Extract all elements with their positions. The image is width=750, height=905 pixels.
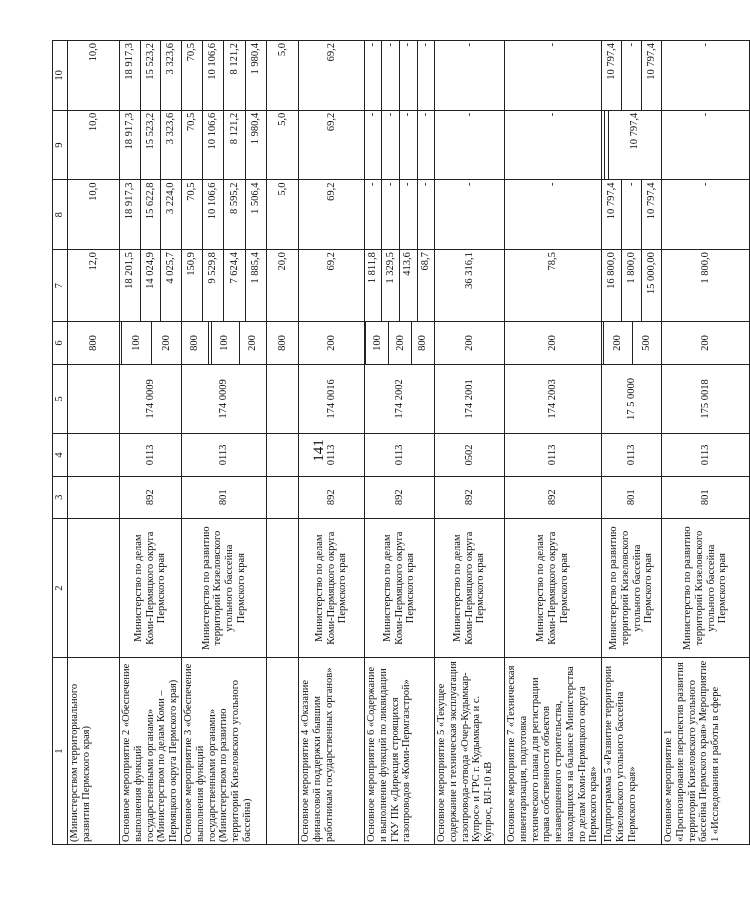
value-col10-line: - — [382, 41, 400, 110]
value-col9 — [182, 110, 267, 180]
value-col10-line: - — [399, 41, 417, 110]
value-col9-line: 15 523,2 — [140, 111, 161, 180]
value-col9: 5,0 — [267, 110, 299, 180]
expense-type-line: 200 — [389, 322, 412, 363]
target-article-code: 17 5 0000 — [602, 364, 662, 434]
value-col8 — [365, 180, 435, 250]
value-col8: - — [505, 180, 602, 250]
value-col7-line: 413,6 — [399, 250, 417, 321]
expense-type — [365, 322, 435, 364]
header-cell: 3 — [53, 476, 68, 518]
value-col9-line: 70,5 — [186, 112, 198, 132]
table-row — [365, 41, 435, 845]
table-row — [120, 41, 182, 845]
target-article-code: 175 0018 — [662, 364, 750, 434]
value-col10: - — [435, 41, 505, 111]
value-col9-line: - — [399, 111, 417, 180]
table-row — [435, 41, 505, 845]
value-col10-line: 3 323,6 — [161, 41, 181, 110]
value-col8: - — [662, 180, 750, 250]
value-col8-line: 10 797,4 — [642, 180, 661, 249]
value-col7-line: 16 800,0 — [605, 252, 617, 289]
value-col9-line: - — [417, 111, 434, 180]
value-col7 — [365, 250, 435, 322]
value-col10 — [120, 41, 182, 111]
grbs-code: 892 — [120, 476, 182, 518]
table-row — [299, 41, 365, 845]
table-row — [182, 41, 267, 845]
value-col7-line: 9 529,8 — [203, 250, 224, 321]
target-article-code: 174 0016 — [299, 364, 365, 434]
value-col9-line: 10 797,4 — [608, 111, 661, 180]
grbs-code: 892 — [505, 476, 602, 518]
expense-type — [602, 322, 662, 364]
section-code: 0113 — [120, 434, 182, 476]
measure-name: (Министерством территориального развития Пермского края) — [68, 658, 120, 845]
expense-type: 800 — [267, 322, 299, 364]
value-col9-line: - — [367, 112, 379, 117]
target-article-code: 174 0009 — [182, 364, 267, 434]
section-code: 0113 — [505, 434, 602, 476]
value-col8-line: 15 622,8 — [140, 180, 161, 249]
value-col9 — [365, 110, 435, 180]
value-col7: 78,5 — [505, 250, 602, 322]
value-col8: 69,2 — [299, 180, 365, 250]
measure-name: Основное мероприятие 4 «Оказание финансовой поддержки бывшим работникам государственных органов» — [299, 658, 365, 845]
header-row — [53, 41, 68, 845]
table-row — [68, 41, 120, 845]
target-article-code — [267, 364, 299, 434]
value-col10-line: - — [417, 41, 434, 110]
grbs-code: 801 — [602, 476, 662, 518]
value-col8-line: 8 595,2 — [224, 180, 245, 249]
grbs-code — [267, 476, 299, 518]
value-col8: 5,0 — [267, 180, 299, 250]
expense-type — [120, 322, 182, 364]
value-col10 — [365, 41, 435, 111]
value-col10-line: 10 106,6 — [203, 41, 224, 110]
executor-name: Министерство по делам Коми-Пермяцкого округа Пермского края — [365, 518, 435, 657]
executor-name: Министерство по делам Коми-Пермяцкого округа Пермского края — [435, 518, 505, 657]
measure-name: Основное мероприятие 2 «Обеспечение выполнения функций государственными органами» (Министерством по делам Коми – Пермяцкого округа Пермского края) — [120, 658, 182, 845]
expense-type: 200 — [662, 322, 750, 364]
section-code: 0113 — [299, 434, 365, 476]
value-col10: - — [662, 41, 750, 111]
value-col9: - — [435, 110, 505, 180]
target-article-code: 174 2002 — [365, 364, 435, 434]
value-col10-line: 15 523,2 — [140, 41, 161, 110]
value-col7: 69,2 — [299, 250, 365, 322]
expense-type: 200 — [299, 322, 365, 364]
value-col7-line: 18 201,5 — [123, 252, 135, 289]
section-code: 0113 — [662, 434, 750, 476]
value-col8-line: - — [621, 180, 641, 249]
value-col10-line: 8 121,2 — [224, 41, 245, 110]
grbs-code: 892 — [299, 476, 365, 518]
page-number: 141 — [310, 439, 327, 462]
header-cell: 6 — [53, 322, 68, 364]
expense-type-line: 800 — [412, 322, 434, 363]
value-col7 — [602, 250, 662, 322]
value-col8: 10,0 — [68, 180, 120, 250]
section-code: 0113 — [182, 434, 267, 476]
measure-name: Подпрограмма 5 «Развитие территории Кизеловского угольного бассейна Пермского края» — [602, 658, 662, 845]
value-col7: 36 316,1 — [435, 250, 505, 322]
value-col10 — [602, 41, 662, 111]
header-cell: 2 — [53, 518, 68, 657]
executor-name: Министерство по делам Коми-Пермяцкого округа Пермского края — [120, 518, 182, 657]
value-col10: 69,2 — [299, 41, 365, 111]
section-code: 0113 — [365, 434, 435, 476]
value-col7-line: 1 329,5 — [382, 250, 400, 321]
header-cell: 9 — [53, 110, 68, 180]
value-col10-line: 18 917,3 — [123, 43, 135, 80]
value-col10-line: 1 980,4 — [245, 41, 266, 110]
measure-name: Основное мероприятие 3 «Обеспечение выполнения функций государственными органами» (Министерством по развитию территорий Кизеловского угольного бассейна) — [182, 658, 267, 845]
table-body — [68, 41, 750, 845]
value-col7 — [182, 250, 267, 322]
value-col8 — [602, 180, 662, 250]
header-cell: 1 — [53, 658, 68, 845]
value-col8-line: 10 797,4 — [605, 182, 617, 220]
value-col10: - — [505, 41, 602, 111]
value-col7: 1 800,0 — [662, 250, 750, 322]
header-cell: 8 — [53, 180, 68, 250]
grbs-code: 892 — [365, 476, 435, 518]
expense-type-line: 200 — [152, 322, 181, 363]
header-cell: 10 — [53, 41, 68, 111]
value-col8-line: 10 106,6 — [203, 180, 224, 249]
value-col10: 5,0 — [267, 41, 299, 111]
measure-name — [267, 658, 299, 845]
value-col10 — [182, 41, 267, 111]
expense-type: 200 — [505, 322, 602, 364]
expense-type: 800 — [68, 322, 120, 364]
executor-name: Министерство по развитию территорий Кизеловского угольного бассейна Пермского края — [182, 518, 267, 657]
expense-type-line: 800 — [189, 335, 201, 351]
value-col10-line: 70,5 — [186, 43, 198, 62]
value-col8-line: 70,5 — [186, 182, 198, 201]
measure-name: Основное мероприятие 6 «Содержание и выполнение функций по ликвидации ГКУ ПК «Дирекция строящихся газопроводов «Коми-Пермгазстрой» — [365, 658, 435, 845]
grbs-code: 801 — [182, 476, 267, 518]
section-code — [267, 434, 299, 476]
expense-type-line: 500 — [633, 322, 661, 363]
value-col10-line: - — [621, 41, 641, 110]
value-col8 — [120, 180, 182, 250]
expense-type-line: 100 — [211, 322, 239, 363]
value-col9-line: 8 121,2 — [224, 111, 245, 180]
value-col7-line: 4 025,7 — [161, 250, 181, 321]
rotated-table-wrapper — [52, 40, 729, 845]
value-col7-line: 1 800,0 — [621, 250, 641, 321]
value-col7-line: 1 885,4 — [245, 250, 266, 321]
value-col7: 12,0 — [68, 250, 120, 322]
value-col7-line: 7 624,4 — [224, 250, 245, 321]
value-col8: - — [435, 180, 505, 250]
target-article-code — [68, 364, 120, 434]
measure-name: Основное мероприятие 7 «Техническая инвентаризация, подготовка технического плана для регистрации права собственности объектов незавершенного строительства, находящихся на балансе Министерства по делам Коми-Пермяцкого округа Пермского края» — [505, 658, 602, 845]
value-col7-line: 15 000,00 — [642, 250, 661, 321]
value-col9 — [602, 110, 662, 180]
measure-name: Основное мероприятие 5 «Текущее содержание и техническая эксплуатация газопровода-отвода «Очер-Кудымкар-Купрос» и ГРС г. Кудымкара и с. Купрос, ВЛ-10 кВ — [435, 658, 505, 845]
table-row — [505, 41, 602, 845]
expense-type-line: 100 — [121, 322, 152, 363]
value-col7 — [120, 250, 182, 322]
value-col9-line: 10 106,6 — [203, 111, 224, 180]
target-article-code: 174 0009 — [120, 364, 182, 434]
value-col9: 69,2 — [299, 110, 365, 180]
executor-name: Министерство по делам Коми-Пермяцкого округа Пермского края — [505, 518, 602, 657]
value-col8 — [182, 180, 267, 250]
executor-name — [68, 518, 120, 657]
header-cell: 7 — [53, 250, 68, 322]
header-cell: 4 — [53, 434, 68, 476]
executor-name: Министерство по развитию территорий Кизеловского угольного бассейна Пермского края — [602, 518, 662, 657]
value-col9-line: - — [382, 111, 400, 180]
value-col9 — [120, 110, 182, 180]
value-col9-line: 18 917,3 — [123, 112, 135, 150]
value-col10-line: 10 797,4 — [605, 43, 617, 80]
value-col10-line: - — [367, 43, 379, 47]
table-row — [602, 41, 662, 845]
value-col7-line: 1 811,8 — [367, 252, 379, 284]
table-row — [267, 41, 299, 845]
expense-type: 200 — [435, 322, 505, 364]
value-col9: - — [662, 110, 750, 180]
value-col7-line: 68,7 — [417, 250, 434, 321]
executor-name — [267, 518, 299, 657]
section-code — [68, 434, 120, 476]
expense-type-line: 200 — [239, 322, 266, 363]
value-col8-line: - — [367, 182, 379, 186]
grbs-code: 801 — [662, 476, 750, 518]
value-col9: - — [505, 110, 602, 180]
value-col8-line: 18 917,3 — [123, 182, 135, 220]
executor-name: Министерство по развитию территорий Кизеловского угольного бассейна Пермского края — [662, 518, 750, 657]
header-cell: 5 — [53, 364, 68, 434]
target-article-code: 174 2001 — [435, 364, 505, 434]
expense-type — [182, 322, 267, 364]
section-code: 0502 — [435, 434, 505, 476]
value-col10-line: 10 797,4 — [642, 41, 661, 110]
value-col7-line: 14 024,9 — [140, 250, 161, 321]
value-col8-line: - — [417, 180, 434, 249]
target-article-code: 174 2003 — [505, 364, 602, 434]
value-col7-line: 150,9 — [186, 252, 198, 276]
value-col8-line: - — [399, 180, 417, 249]
table-row — [662, 41, 750, 845]
section-code: 0113 — [602, 434, 662, 476]
expense-type-line: 200 — [603, 322, 633, 363]
value-col10: 10,0 — [68, 41, 120, 111]
value-col9-line: 3 323,6 — [161, 111, 181, 180]
measure-name: Основное мероприятие 1 «Прогнозирование перспектив развития территорий Кизеловского угольного бассейна Пермского края» Мероприятие 1 «Исследования и работы в сфере — [662, 658, 750, 845]
value-col8-line: 1 506,4 — [245, 180, 266, 249]
value-col8-line: 3 224,0 — [161, 180, 181, 249]
executor-name: Министерство по делам Коми-Пермяцкого округа Пермского края — [299, 518, 365, 657]
budget-table — [52, 40, 750, 845]
expense-type-line: 100 — [366, 322, 389, 363]
value-col9-line: 1 980,4 — [245, 111, 266, 180]
value-col9: 10,0 — [68, 110, 120, 180]
grbs-code — [68, 476, 120, 518]
grbs-code: 892 — [435, 476, 505, 518]
value-col8-line: - — [382, 180, 400, 249]
value-col7: 20,0 — [267, 250, 299, 322]
